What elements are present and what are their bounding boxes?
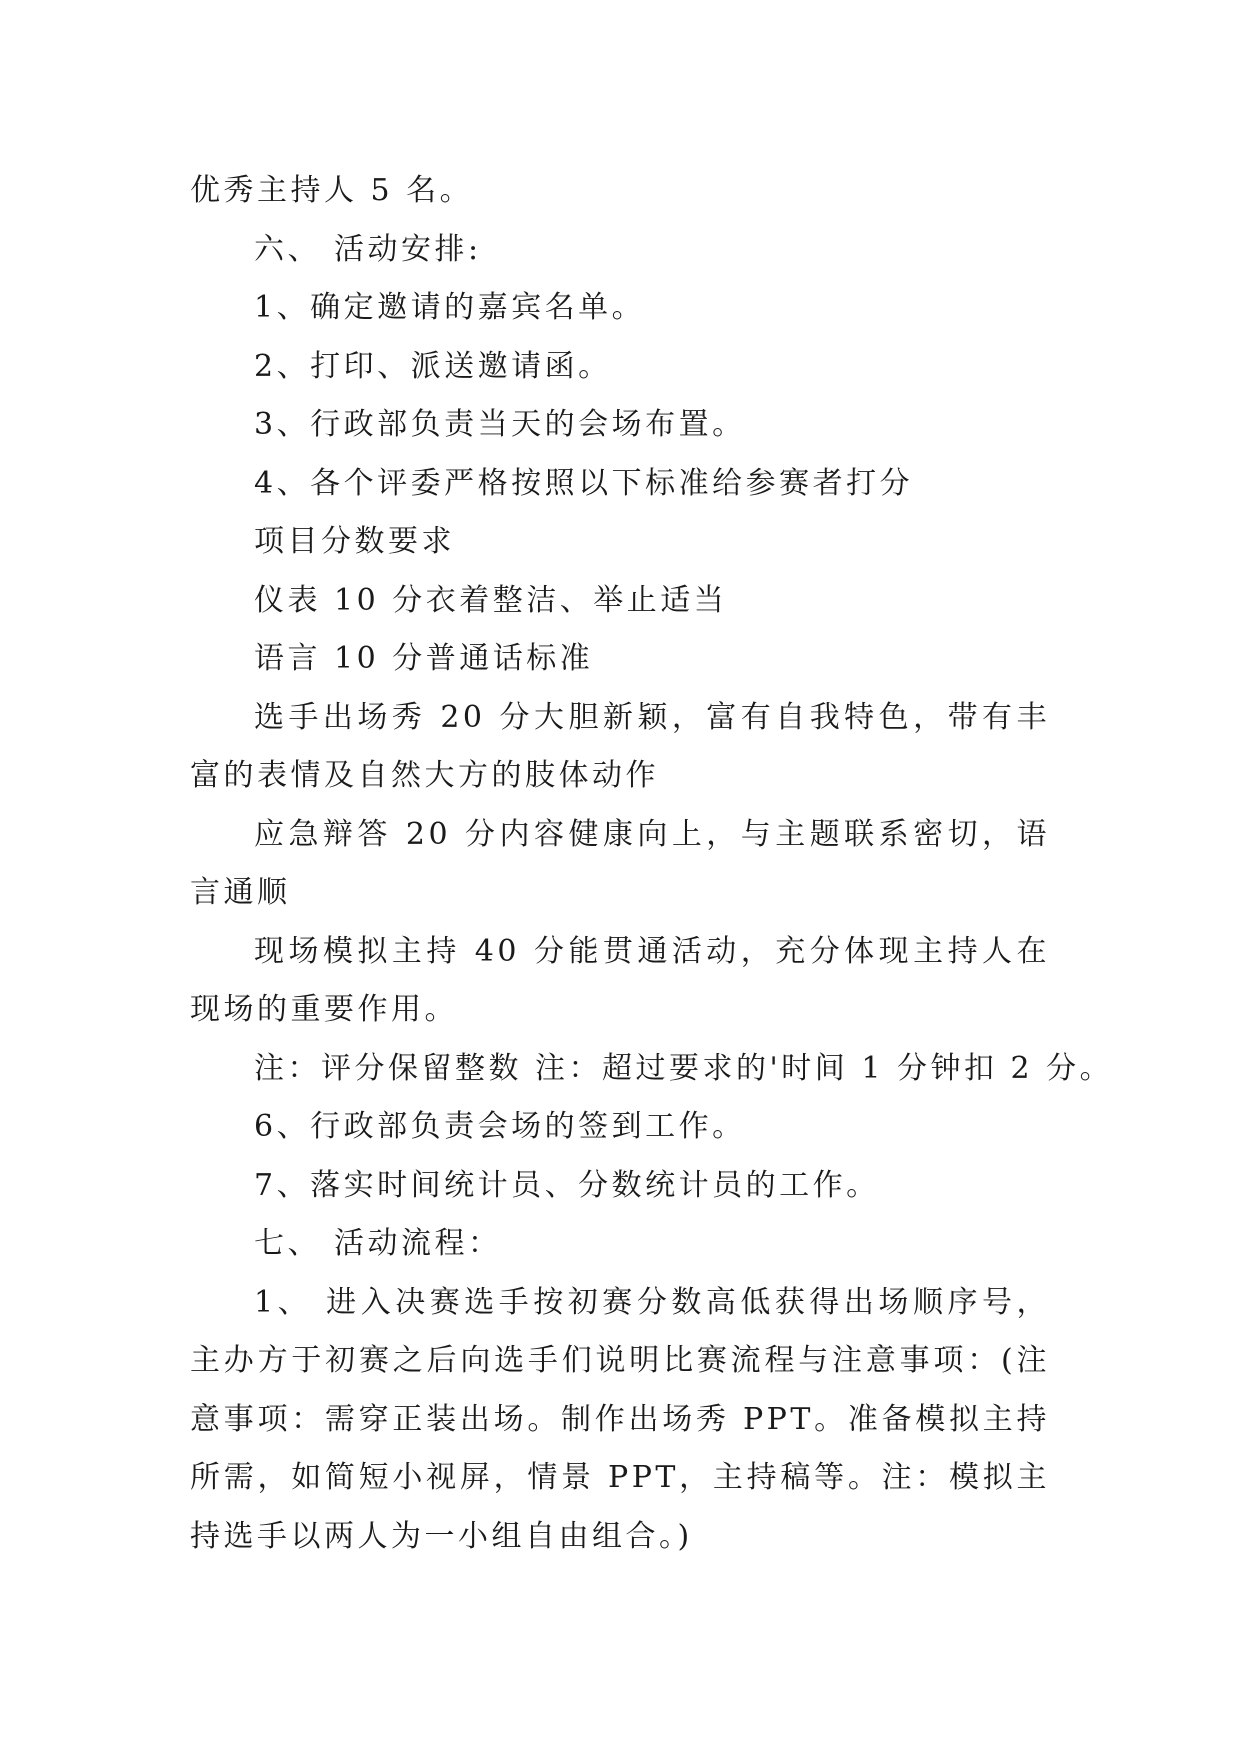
list-item-statisticians: 7、落实时间统计员、分数统计员的工作。: [254, 1167, 880, 1203]
score-item-live-hosting: 现场模拟主持 40 分能贯通活动，充分体现主持人在现场的重要作用。: [190, 933, 1050, 1027]
list-item-sign-in: 6、行政部负责会场的签到工作。: [254, 1109, 746, 1144]
section-heading-activity-process: 七、 活动流程：: [254, 1226, 502, 1261]
scoring-note: 注：评分保留整数 注：超过要求的'时间 1 分钟扣 2 分。: [254, 1050, 1114, 1086]
paragraph-prize-hosts: 优秀主持人 5 名。: [190, 173, 474, 208]
score-item-contestant-show: 选手出场秀 20 分大胆新颖，富有自我特色，带有丰富的表情及自然大方的肢体动作: [190, 699, 1050, 793]
list-item-invitations: 2、打印、派送邀请函。: [254, 348, 612, 384]
list-item-venue-setup: 3、行政部负责当天的会场布置。: [254, 407, 746, 442]
score-item-language: 语言 10 分普通话标准: [254, 641, 594, 676]
list-item-judging-standards: 4、各个评委严格按照以下标准给参赛者打分: [254, 465, 914, 501]
list-item-guest-list: 1、确定邀请的嘉宾名单。: [254, 290, 646, 325]
section-heading-activity-arrangement: 六、 活动安排:: [254, 231, 482, 267]
score-item-impromptu-answer: 应急辩答 20 分内容健康向上，与主题联系密切，语言通顺: [190, 816, 1050, 910]
document-body: [190, 162, 1114, 1566]
score-item-appearance: 仪表 10 分衣着整洁、举止适当: [254, 582, 728, 618]
score-table-header: 项目分数要求: [254, 524, 455, 559]
process-step-1: 1、 进入决赛选手按初赛分数高低获得出场顺序号，主办方于初赛之后向选手们说明比赛流程与注意事项：(注意事项：需穿正装出场。制作出场秀 PPT。准备模拟主持所需，如简短小视屏，情景 PPT，主持稿等。注：模拟主持选手以两人为一小组自由组合。): [190, 1284, 1050, 1554]
